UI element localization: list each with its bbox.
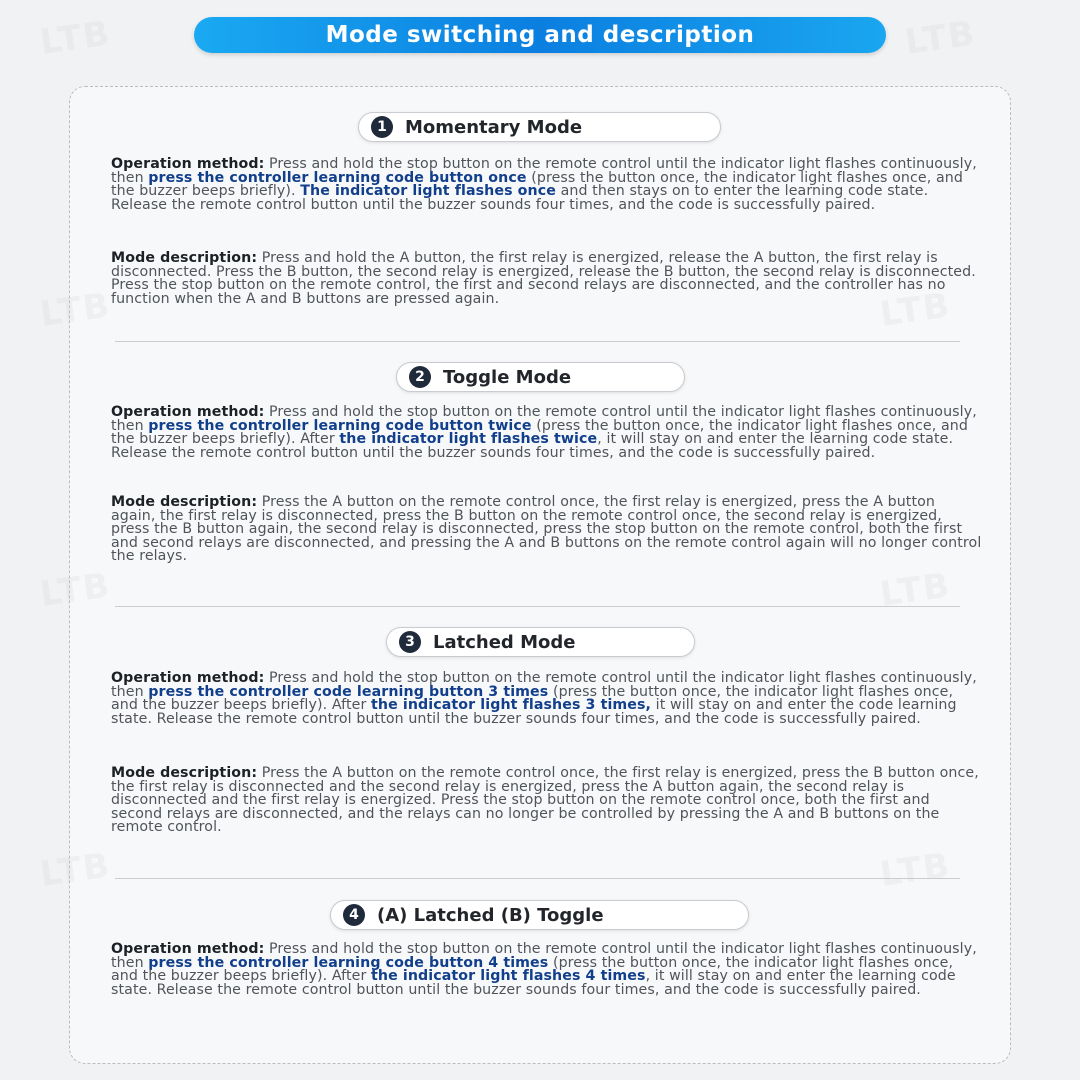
page-title: Mode switching and description [325,22,755,48]
operation-method-label: Operation method: [111,941,265,957]
mode-description-label: Mode description: [111,250,258,266]
operation-method-label: Operation method: [111,156,265,172]
mode-3-description [111,767,983,835]
mode-4-operation-method [111,943,983,997]
operation-text: , it will stay on and enter the learning code state. Release the remote control button until the buzzer sounds four times, and the code is successfully paired. [111,431,954,461]
number-2-badge: 2 [409,366,431,388]
operation-text: Press and hold the stop button on the remote control until the indicator light flashes continuously, then [111,670,977,700]
page-title-banner [194,17,886,53]
operation-highlight: the indicator light flashes twice [339,431,598,448]
watermark-logo: LTB [902,13,979,63]
mode-4-title: (A) Latched (B) Toggle [377,904,604,926]
operation-highlight: press the controller learning code button 4 times [148,954,549,971]
mode-2-heading [396,362,685,392]
operation-highlight: press the controller learning code button twice [148,417,532,434]
mode-description-label: Mode description: [111,765,258,781]
mode-2-title: Toggle Mode [443,366,572,388]
number-4-badge: 4 [343,904,365,926]
operation-text: Press and hold the stop button on the remote control until the indicator light flashes continuously, then [111,404,977,434]
operation-text: (press the button once, the indicator light flashes once, and the buzzer beeps briefly). After [111,417,968,448]
operation-text: Press and hold the stop button on the remote control until the indicator light flashes continuously, then [111,941,977,971]
operation-highlight: the indicator light flashes 4 times [371,968,646,985]
section-divider [115,606,960,607]
mode-3-operation-method [111,672,983,726]
number-1-badge: 1 [371,116,393,138]
mode-description-label: Mode description: [111,494,258,510]
mode-3-title: Latched Mode [433,631,576,653]
operation-text: and then stays on to enter the learning code state. Release the remote control button until the buzzer sounds four times, and the code is successfully paired. [111,183,929,213]
mode-2-description [111,496,983,564]
operation-highlight: the indicator light flashes 3 times, [371,697,652,714]
mode-description-text: Press and hold the A button, the first relay is energized, release the A button, the first relay is disconnected. Press the B button, the second relay is energized, release the B button, the second relay is disconnected. Press the stop button on the remote control, the first and second relays are disconnected, and the controller has no function when the A and B buttons are pressed again. [111,250,976,307]
operation-highlight: press the controller code learning button 3 times [148,683,549,700]
mode-2-operation-method [111,406,983,460]
operation-highlight: press the controller learning code button once [148,169,527,186]
mode-1-description [111,252,983,306]
section-divider [115,878,960,879]
section-divider [115,341,960,342]
number-3-badge: 3 [399,631,421,653]
mode-description-text: Press the A button on the remote control once, the first relay is energized, press the B button once, the first relay is disconnected and the second relay is energized, press the A button again, the second relay is disconnected and the first relay is energized. Press the stop button on the remote control once, both the first and second relays are disconnected, and the relays can no longer be controlled by pressing the A and B buttons on the remote control. [111,765,979,836]
mode-4-heading [330,900,749,930]
operation-method-label: Operation method: [111,404,265,420]
mode-1-heading [358,112,721,142]
operation-highlight: The indicator light flashes once [300,183,556,200]
mode-1-operation-method [111,158,983,212]
watermark-logo: LTB [37,13,114,63]
operation-text: it will stay on and enter the code learning state. Release the remote control button until the buzzer sounds four times, and the code is successfully paired. [111,697,957,727]
mode-3-heading [386,627,695,657]
mode-1-title: Momentary Mode [405,116,583,138]
operation-text: (press the button once, the indicator light flashes once, and the buzzer beeps briefly). [111,169,963,200]
operation-text: , it will stay on and enter the learning code state. Release the remote control button until the buzzer sounds four times, and the code is successfully paired. [111,968,956,998]
operation-text: (press the button once, the indicator light flashes once, and the buzzer beeps briefly). After [111,954,954,985]
operation-text: (press the button once, the indicator light flashes once, and the buzzer beeps briefly). After [111,683,954,714]
operation-method-label: Operation method: [111,670,265,686]
mode-description-text: Press the A button on the remote control once, the first relay is energized, press the A button again, the first relay is disconnected, press the B button on the remote control once, the second relay is energized, press the B button again, the second relay is disconnected, press the stop button on the remote control, both the first and second relays are disconnected, and pressing the A and B buttons on the remote control again will no longer control the relays. [111,494,982,565]
operation-text: Press and hold the stop button on the remote control until the indicator light flashes continuously, then [111,156,977,186]
